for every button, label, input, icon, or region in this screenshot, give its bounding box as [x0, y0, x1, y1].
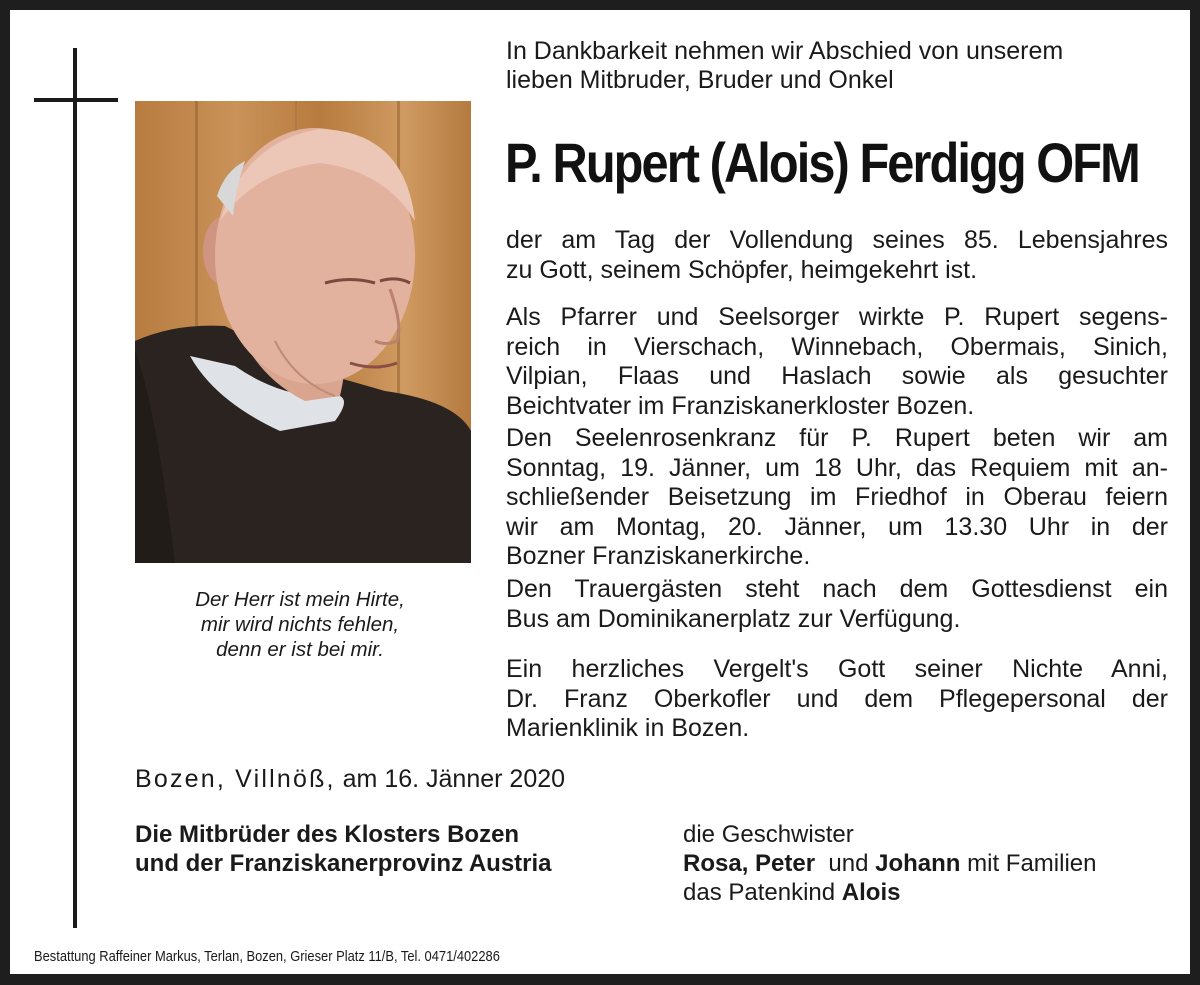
mourners-order	[135, 820, 552, 878]
family-and: und	[828, 850, 869, 877]
quote-line: mir wird nichts fehlen,	[200, 613, 400, 636]
paragraph-thanks	[506, 655, 1168, 744]
family-line-2	[683, 849, 1097, 878]
paragraph-bus	[506, 575, 1168, 634]
place-date-text: am 16. Jänner 2020	[342, 765, 566, 793]
mourners-family	[683, 820, 1097, 907]
psalm-quote	[150, 587, 450, 662]
paragraph-line: Den Trauergästen steht nach dem Gottesdienst ein	[506, 575, 1168, 603]
quote-line: denn er ist bei mir.	[216, 638, 384, 661]
paragraph-line: reich in Vierschach, Winnebach, Obermais, Sinich,	[506, 332, 1168, 361]
paragraph-line: wir am Montag, 20. Jänner, um 13.30 Uhr in der	[506, 512, 1168, 541]
place-city: Bozen, Villnöß,	[135, 765, 336, 793]
family-line-3	[683, 878, 1097, 907]
paragraph-line: Beichtvater im Franziskanerkloster Bozen.	[506, 391, 975, 420]
paragraph-line: Marienklinik in Bozen.	[506, 714, 750, 742]
paragraph-line: Sonntag, 19. Jänner, um 18 Uhr, das Requiem mit an-	[506, 453, 1168, 482]
deceased-name: P. Rupert (Alois) Ferdigg OFM	[505, 131, 1139, 194]
family-line-1: die Geschwister	[683, 821, 854, 848]
paragraph-passing	[506, 226, 1168, 285]
paragraph-line: Dr. Franz Oberkofler und dem Pflegepersonal der	[506, 684, 1168, 713]
intro-line: lieben Mitbruder, Bruder und Onkel	[506, 66, 894, 94]
mourners-line: Die Mitbrüder des Klosters Bozen	[135, 821, 520, 848]
portrait-photo	[135, 101, 471, 563]
paragraph-line: Vilpian, Flaas und Haslach sowie als gesuchter	[506, 362, 1168, 390]
family-families: mit Familien	[967, 850, 1097, 877]
godchild-name: Alois	[841, 879, 901, 906]
paragraph-line: Ein herzliches Vergelt's Gott seiner Nichte Anni,	[506, 655, 1168, 683]
godchild-label: das Patenkind	[683, 879, 836, 906]
cross-icon	[73, 48, 77, 928]
paragraph-services	[506, 424, 1168, 572]
paragraph-line: Als Pfarrer und Seelsorger wirkte P. Rupert segens-	[506, 303, 1168, 331]
paragraph-line: Bozner Franziskanerkirche.	[506, 542, 811, 570]
intro-line: In Dankbarkeit nehmen wir Abschied von unserem	[506, 37, 1064, 65]
place-date	[135, 764, 565, 794]
paragraph-line: der am Tag der Vollendung seines 85. Lebensjahres	[506, 226, 1168, 254]
paragraph-line: zu Gott, seinem Schöpfer, heimgekehrt ist.	[506, 255, 978, 284]
paragraph-line: Bus am Dominikanerplatz zur Verfügung.	[506, 604, 961, 633]
family-names: Rosa, Peter	[683, 850, 816, 877]
paragraph-ministry	[506, 303, 1168, 421]
quote-line: Der Herr ist mein Hirte,	[195, 588, 405, 611]
cross-icon-bar	[34, 98, 118, 102]
mourners-line: und der Franziskanerprovinz Austria	[135, 850, 552, 877]
paragraph-line: Den Seelenrosenkranz für P. Rupert beten wir am	[506, 424, 1168, 452]
funeral-home-footer: Bestattung Raffeiner Markus, Terlan, Bozen, Grieser Platz 11/B, Tel. 0471/402286	[34, 948, 500, 965]
family-johann: Johann	[875, 850, 961, 877]
paragraph-line: schließender Beisetzung im Friedhof in Oberau feiern	[506, 483, 1168, 511]
intro-text	[506, 37, 1168, 95]
